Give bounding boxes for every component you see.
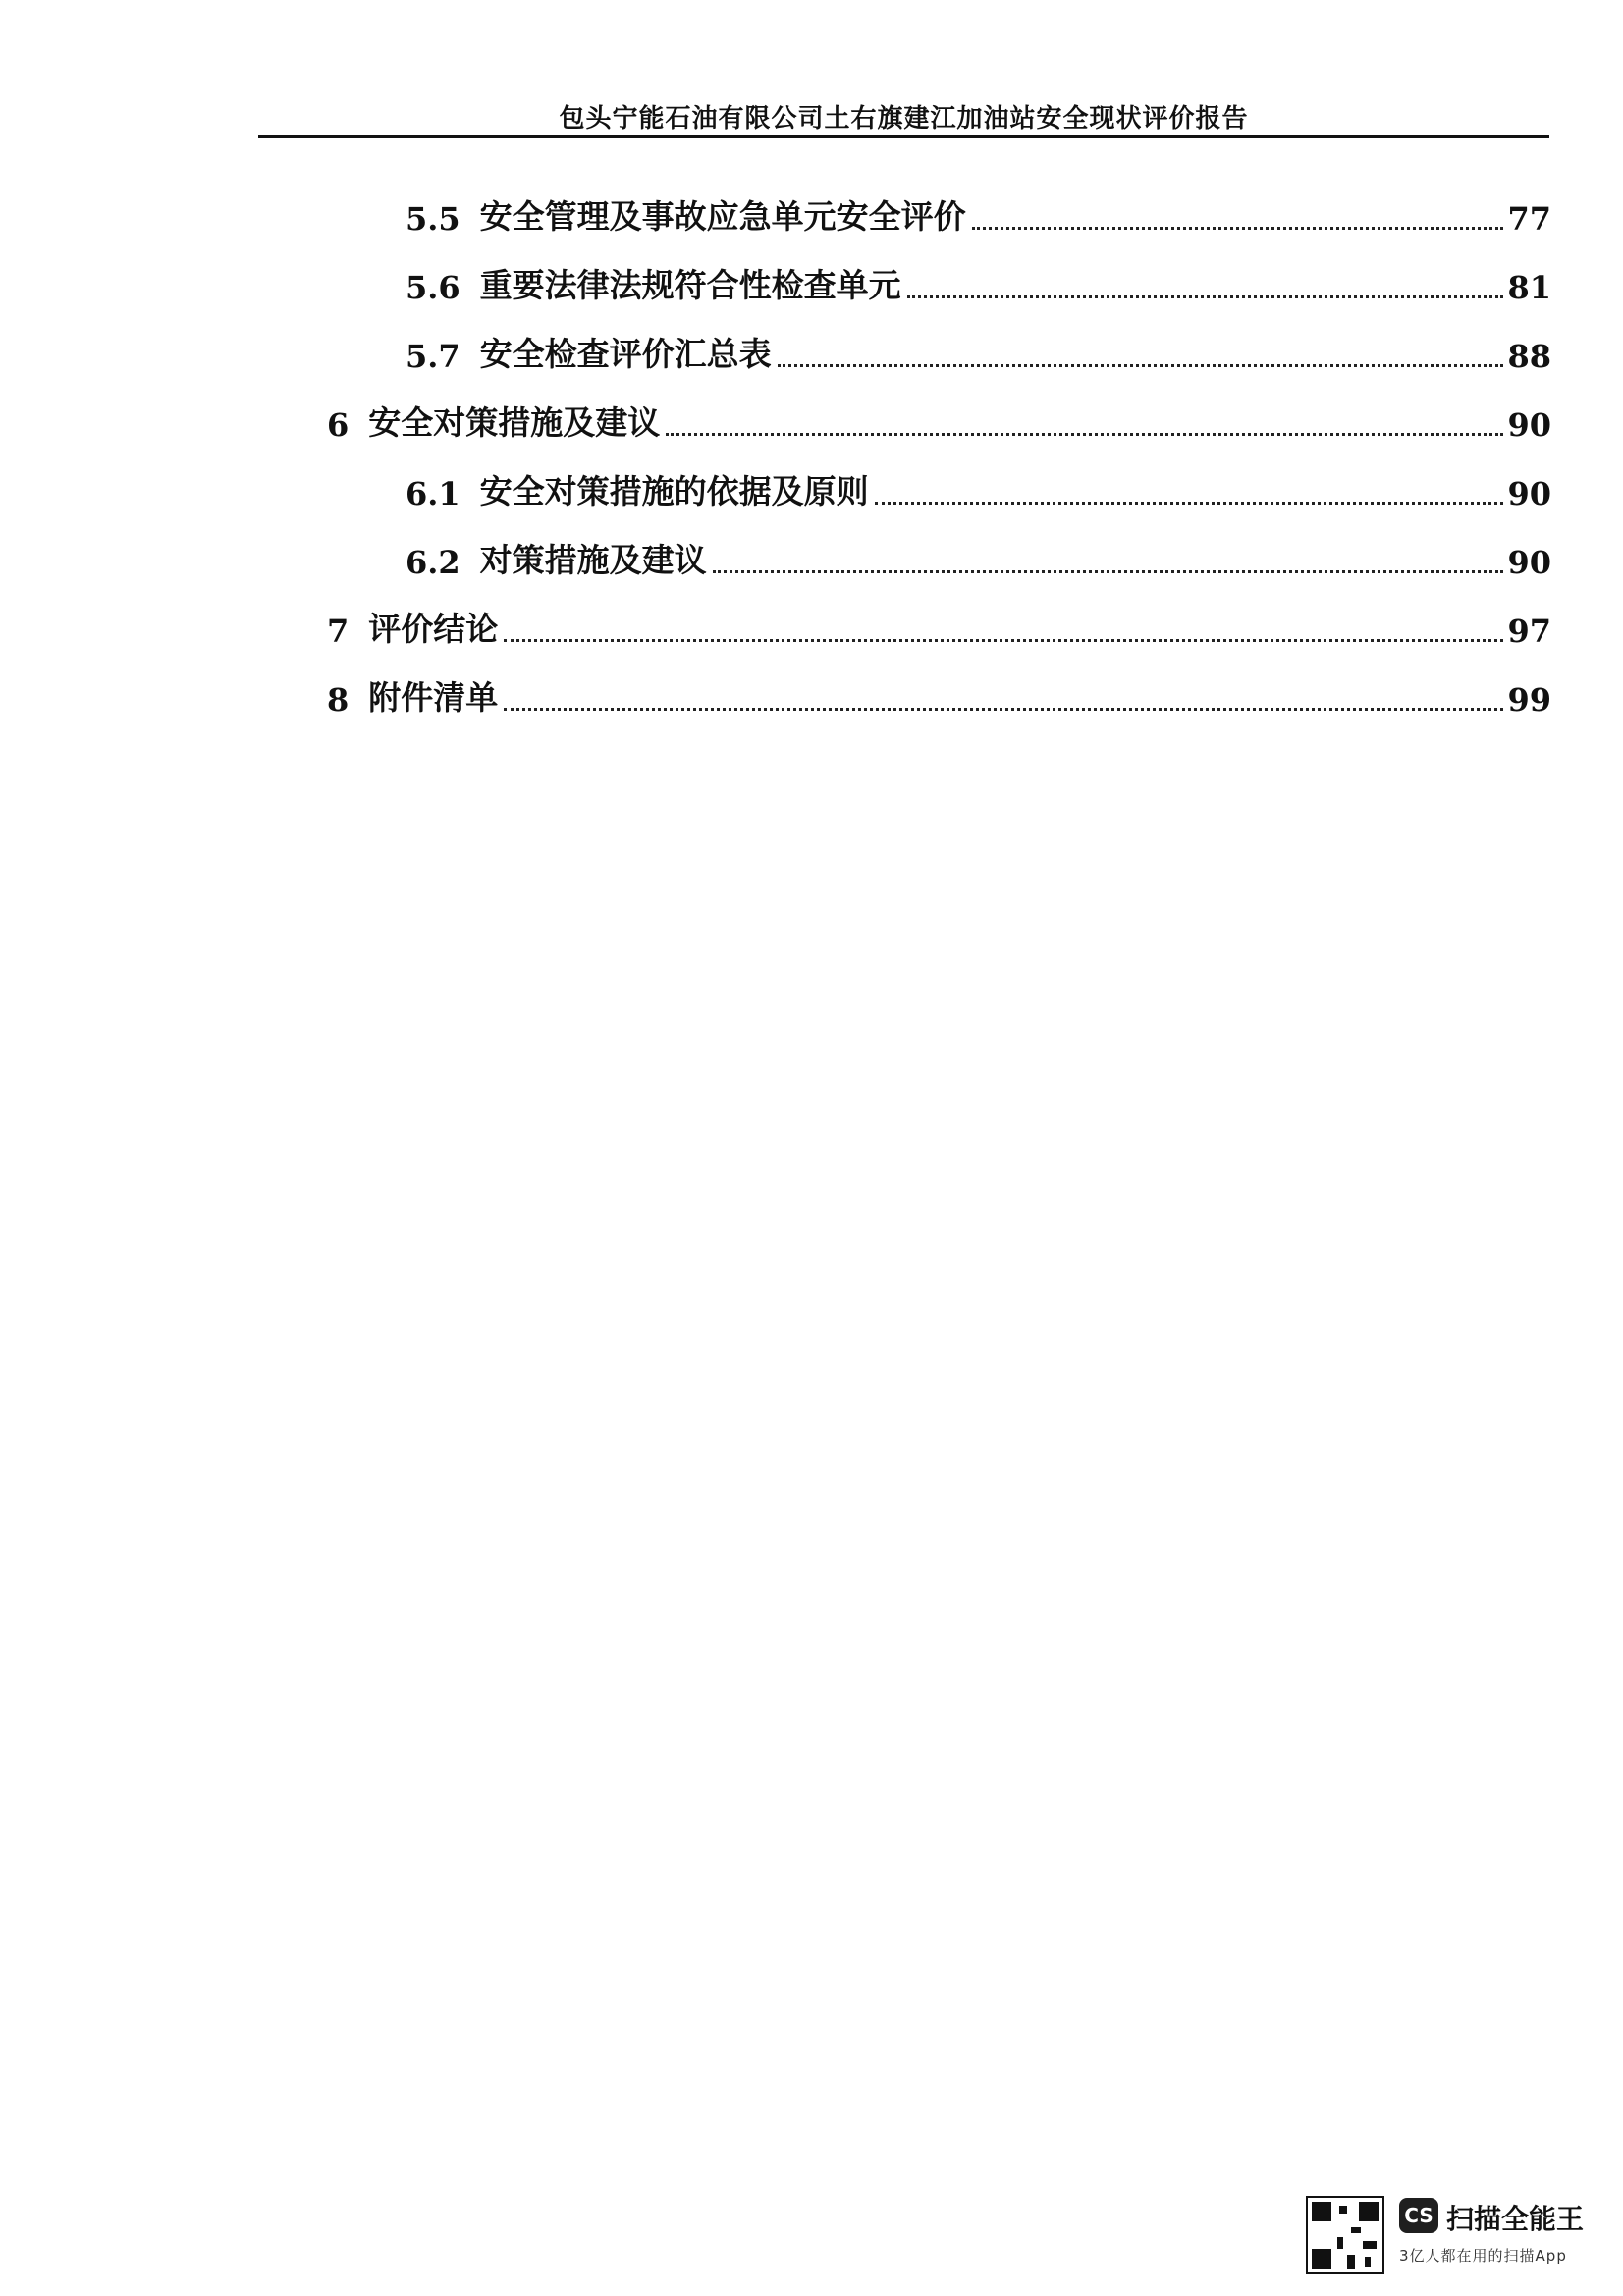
toc-leader — [504, 708, 1503, 711]
toc-entry[interactable] — [406, 467, 1551, 512]
toc-leader — [875, 502, 1504, 505]
toc-entry[interactable] — [327, 673, 1551, 719]
app-logo-icon: CS — [1399, 2198, 1438, 2233]
app-name: 扫描全能王 — [1446, 2203, 1585, 2235]
toc-page: 99 — [1507, 681, 1551, 719]
toc-page: 81 — [1507, 269, 1551, 306]
toc-title: 评价结论 — [368, 610, 499, 648]
toc-leader — [972, 227, 1504, 230]
toc-leader — [778, 364, 1504, 367]
toc-page: 90 — [1507, 406, 1551, 444]
toc-page: 77 — [1507, 200, 1551, 238]
toc-entry[interactable] — [327, 399, 1551, 444]
toc-leader — [713, 570, 1504, 573]
toc-title: 对策措施及建议 — [479, 541, 707, 579]
toc-leader — [504, 639, 1503, 642]
toc-page: 97 — [1507, 613, 1551, 650]
header-rule — [258, 135, 1549, 138]
toc-leader — [907, 295, 1504, 298]
toc-entry[interactable] — [406, 261, 1551, 306]
toc-entry[interactable] — [327, 605, 1551, 650]
app-tagline: 3亿人都在用的扫描App — [1399, 2247, 1567, 2265]
toc-number: 5.6 — [406, 269, 460, 306]
qr-code-icon — [1306, 2196, 1384, 2274]
toc-title: 安全对策措施的依据及原则 — [479, 472, 869, 510]
toc-entry[interactable] — [406, 330, 1551, 375]
toc-page: 88 — [1507, 338, 1551, 375]
toc-number: 7 — [327, 613, 350, 650]
toc-title: 安全检查评价汇总表 — [479, 335, 772, 373]
toc-page: 90 — [1507, 475, 1551, 512]
toc-page: 90 — [1507, 544, 1551, 581]
toc-number: 6.2 — [406, 544, 460, 581]
toc-title: 安全管理及事故应急单元安全评价 — [479, 197, 966, 236]
toc-entry[interactable] — [406, 192, 1551, 238]
toc-number: 5.5 — [406, 200, 460, 238]
page-header: 包头宁能石油有限公司土右旗建江加油站安全现状评价报告 — [559, 104, 1249, 133]
toc-number: 6.1 — [406, 475, 460, 512]
toc-number: 8 — [327, 681, 350, 719]
toc-leader — [666, 433, 1503, 436]
toc-entry[interactable] — [406, 536, 1551, 581]
toc-number: 6 — [327, 406, 350, 444]
toc-title: 安全对策措施及建议 — [368, 403, 661, 442]
toc-number: 5.7 — [406, 338, 460, 375]
scanner-watermark — [1306, 2196, 1600, 2284]
toc-title: 附件清单 — [368, 678, 499, 717]
toc-title: 重要法律法规符合性检查单元 — [479, 266, 901, 304]
